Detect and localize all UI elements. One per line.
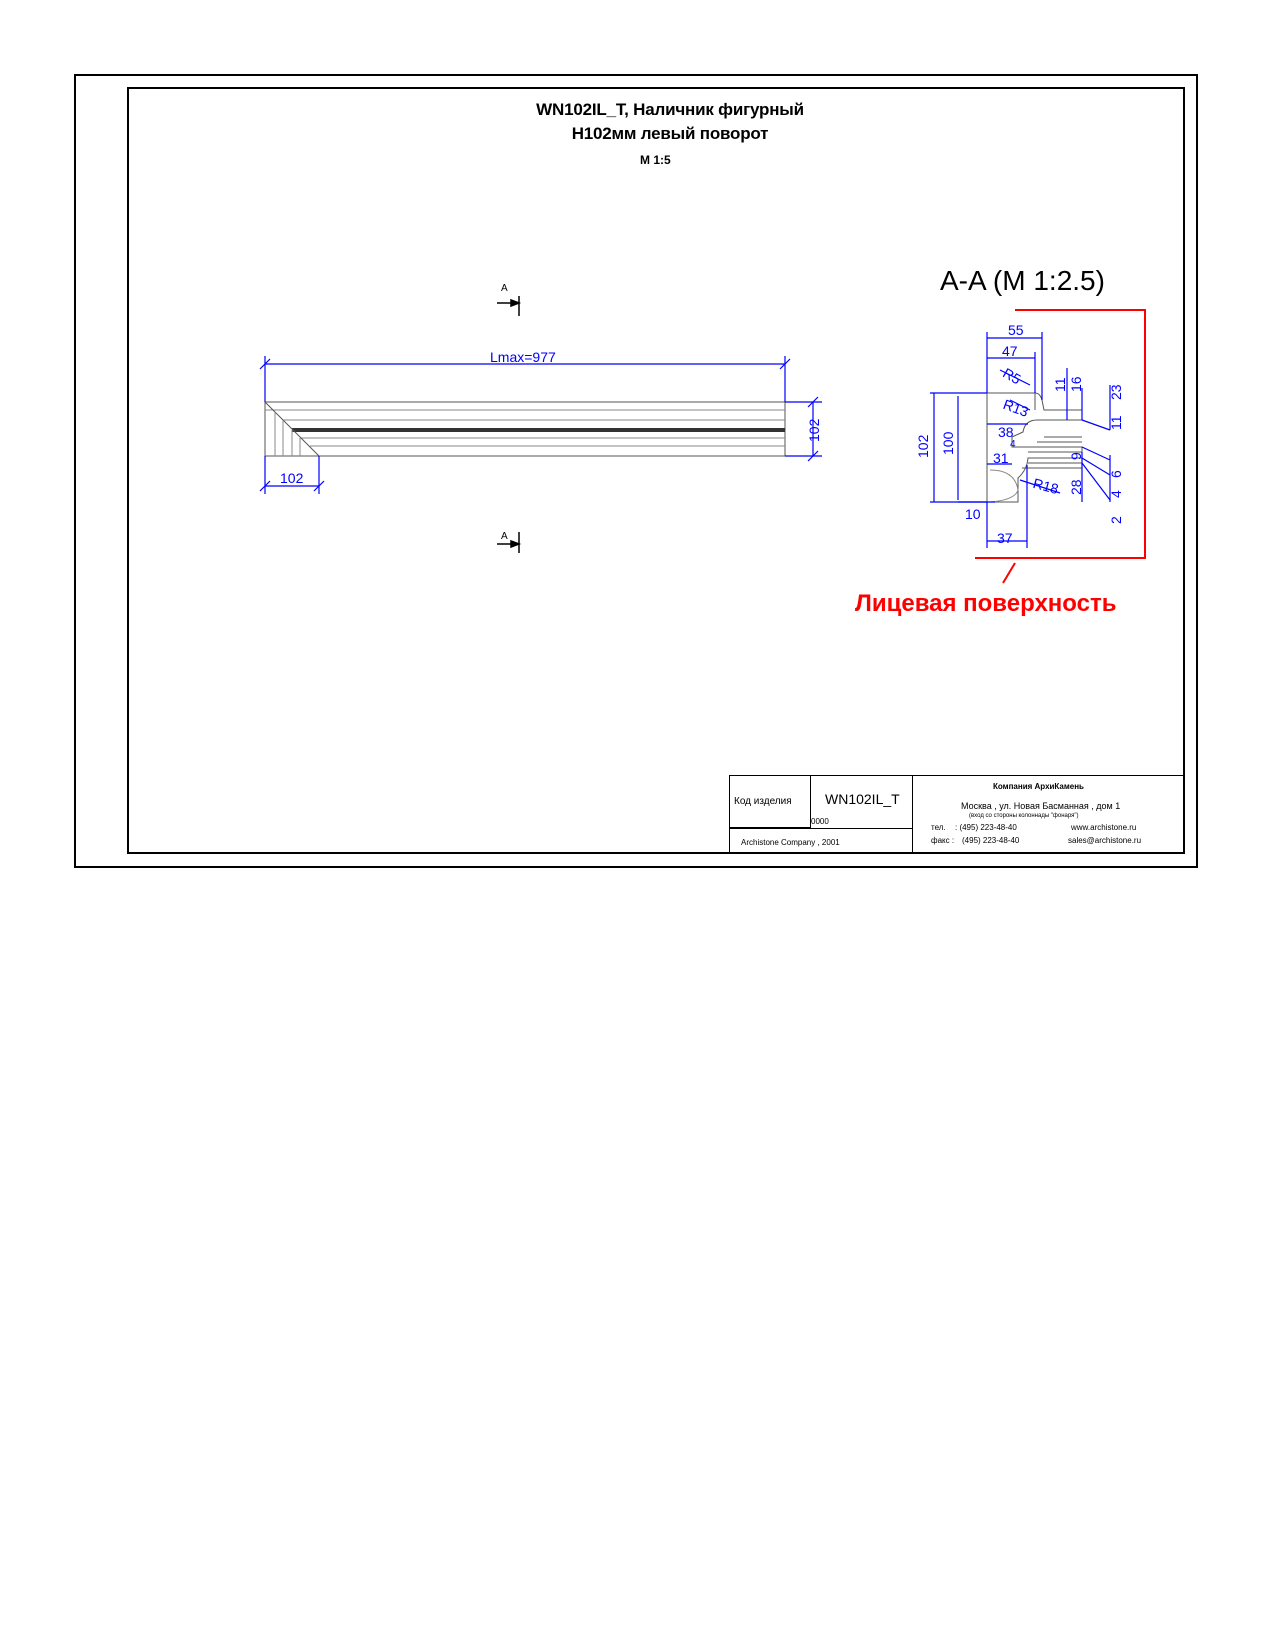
dim-11-right: 11 <box>1108 415 1124 430</box>
drawing-title-line1: WN102IL_T, Наличник фигурный <box>536 100 804 119</box>
tel-number: : (495) 223-48-40 <box>955 823 1017 832</box>
section-markers <box>497 296 519 553</box>
code-label: Код изделия <box>734 796 792 807</box>
email-link[interactable]: sales@archistone.ru <box>1068 836 1142 845</box>
dim-100: 100 <box>940 431 956 455</box>
section-marker-bottom: A <box>501 531 508 542</box>
company-name: Компания АрхиКамень <box>993 782 1084 791</box>
dim-9: 9 <box>1068 452 1084 460</box>
website-link[interactable]: www.archistone.ru <box>1071 823 1137 832</box>
dim-r18: R18 <box>1031 474 1061 498</box>
dim-31: 31 <box>993 450 1009 466</box>
fax-number: (495) 223-48-40 <box>962 836 1020 845</box>
dim-4: 4 <box>1108 490 1124 498</box>
dim-102-section: 102 <box>915 434 931 458</box>
dim-23: 23 <box>1108 384 1124 400</box>
height-dimension-label: 102 <box>806 418 822 442</box>
face-surface-label: Лицевая поверхность <box>855 590 1117 617</box>
company-address: Москва , ул. Новая Басманная , дом 1 <box>961 801 1121 811</box>
tel-label: тел. <box>931 823 946 832</box>
section-marker-top: A <box>501 283 508 294</box>
dim-6: 6 <box>1108 470 1124 478</box>
dim-38: 38 <box>998 424 1014 440</box>
elevation-dimensions <box>260 356 822 494</box>
dim-4-small: 4 <box>1010 439 1016 450</box>
dim-28: 28 <box>1068 479 1084 495</box>
code-value: WN102IL_T <box>825 791 900 807</box>
dim-47: 47 <box>1002 343 1018 359</box>
dim-37: 37 <box>997 530 1013 546</box>
dim-r13: R13 <box>1001 396 1031 420</box>
dim-16: 16 <box>1068 376 1084 392</box>
drawing-scale: M 1:5 <box>640 153 671 167</box>
width-dimension-label: 102 <box>280 470 304 486</box>
dim-11-top: 11 <box>1052 377 1068 392</box>
drawing-title-line2: H102мм левый поворот <box>571 124 769 143</box>
address-note: (вход со стороны колоннады "фонаря") <box>969 813 1079 819</box>
fax-label: факс : <box>931 836 955 845</box>
dim-2: 2 <box>1108 516 1124 524</box>
dim-10: 10 <box>965 506 981 522</box>
elevation-view <box>265 402 785 456</box>
section-dimensions <box>930 332 1110 548</box>
code-sub: 0000 <box>811 817 829 826</box>
title-block <box>729 775 1184 854</box>
length-dimension-label: Lmax=977 <box>490 349 556 365</box>
section-title: A-A (M 1:2.5) <box>940 265 1105 296</box>
dim-55: 55 <box>1008 322 1024 338</box>
copyright: Archistone Company , 2001 <box>741 838 840 847</box>
dim-r5: R5 <box>1000 364 1024 388</box>
